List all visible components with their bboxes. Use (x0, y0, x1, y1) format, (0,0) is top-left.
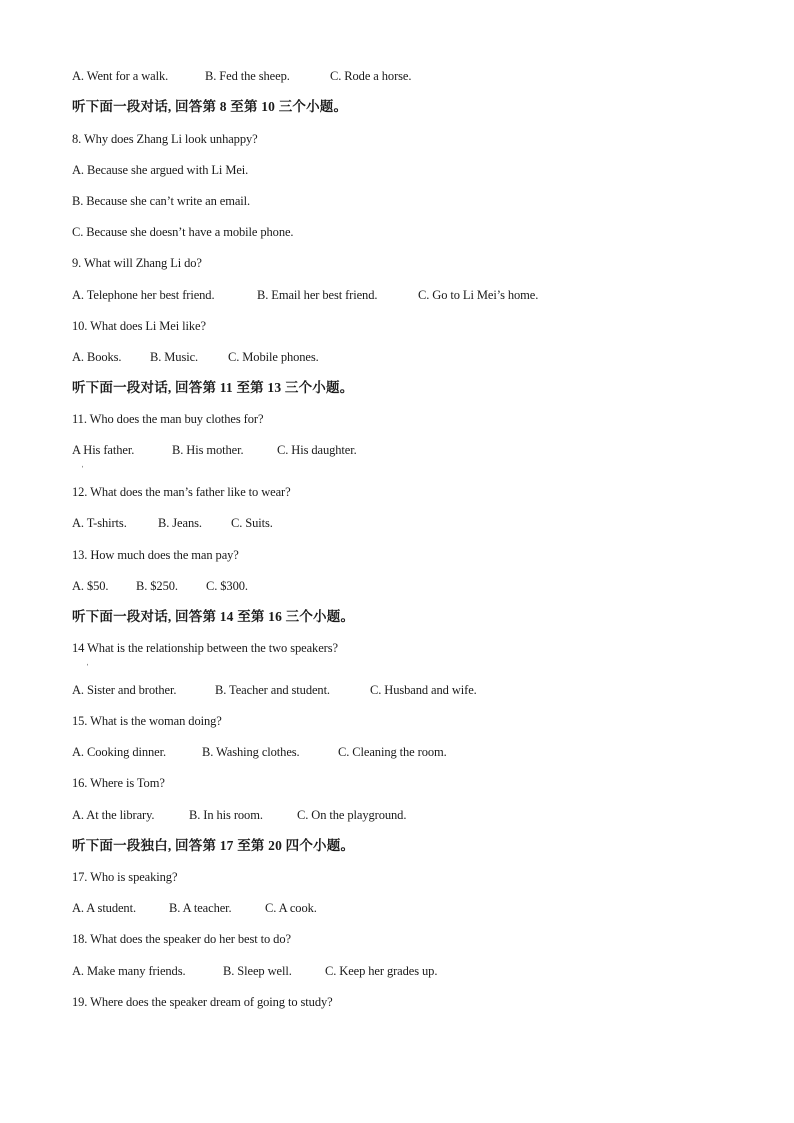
option-c: C. Mobile phones. (228, 350, 319, 364)
question-19: 19. Where does the speaker dream of going to study? (72, 995, 333, 1009)
option-c: C. Cleaning the room. (338, 745, 447, 759)
option-c: C. Go to Li Mei’s home. (418, 288, 539, 302)
option-b: B. A teacher. (169, 901, 232, 915)
option-b: B. His mother. (172, 443, 244, 457)
option-row (72, 578, 248, 594)
question-12: 12. What does the man’s father like to wear? (72, 485, 291, 499)
option-c: C. Suits. (231, 516, 273, 530)
section-header: 听下面一段独白, 回答第 17 至第 20 四个小题。 (72, 838, 355, 853)
question-11: 11. Who does the man buy clothes for? (72, 412, 264, 426)
option-b: B. Fed the sheep. (205, 69, 290, 83)
option-a: A. At the library. (72, 808, 155, 822)
option-a: A His father. (72, 443, 135, 457)
option-a: A. Telephone her best friend. (72, 288, 215, 302)
option-b: B. Washing clothes. (202, 745, 300, 759)
option-c: C. On the playground. (297, 808, 407, 822)
option-c: C. His daughter. (277, 443, 357, 457)
question-13: 13. How much does the man pay? (72, 548, 239, 562)
section-header: 听下面一段对话, 回答第 14 至第 16 三个小题。 (72, 609, 355, 624)
option-b: B. In his room. (189, 808, 263, 822)
option-b: B. Music. (150, 350, 199, 364)
option-row (72, 515, 273, 531)
option-a: A. T-shirts. (72, 516, 127, 530)
option-a: A. $50. (72, 579, 109, 593)
option-row (72, 900, 317, 916)
option-a: A. Went for a walk. (72, 69, 169, 83)
option-row (72, 807, 406, 823)
answer-8c: C. Because she doesn’t have a mobile phone. (72, 225, 294, 239)
option-row (72, 744, 447, 760)
answer-8b: B. Because she can’t write an email. (72, 194, 251, 208)
option-b: B. Email her best friend. (257, 288, 378, 302)
question-16: 16. Where is Tom? (72, 776, 165, 790)
option-b: B. Teacher and student. (215, 683, 330, 697)
section-header: 听下面一段对话, 回答第 8 至第 10 三个小题。 (72, 99, 348, 114)
question-9: 9. What will Zhang Li do? (72, 256, 202, 270)
option-b: B. $250. (136, 579, 178, 593)
option-c: C. A cook. (265, 901, 317, 915)
option-row (72, 68, 411, 84)
option-a: A. Cooking dinner. (72, 745, 167, 759)
option-c: C. Rode a horse. (330, 69, 412, 83)
option-b: B. Jeans. (158, 516, 202, 530)
question-8: 8. Why does Zhang Li look unhappy? (72, 132, 258, 146)
option-row (72, 682, 477, 698)
option-row (72, 287, 538, 303)
option-c: C. Husband and wife. (370, 683, 477, 697)
stray-mark: ˌ (86, 655, 90, 666)
option-a: A. Books. (72, 350, 122, 364)
question-15: 15. What is the woman doing? (72, 714, 222, 728)
option-a: A. Make many friends. (72, 964, 186, 978)
stray-mark: ˌ (81, 457, 85, 468)
question-17: 17. Who is speaking? (72, 870, 178, 884)
question-14: 14 What is the relationship between the two speakers? (72, 641, 338, 655)
question-18: 18. What does the speaker do her best to do? (72, 932, 291, 946)
question-10: 10. What does Li Mei like? (72, 319, 206, 333)
option-row (72, 963, 437, 979)
option-a: A. Sister and brother. (72, 683, 177, 697)
option-a: A. A student. (72, 901, 136, 915)
option-row (72, 442, 357, 458)
section-header: 听下面一段对话, 回答第 11 至第 13 三个小题。 (72, 380, 354, 395)
option-b: B. Sleep well. (223, 964, 292, 978)
option-c: C. $300. (206, 579, 248, 593)
option-row (72, 349, 319, 365)
answer-8a: A. Because she argued with Li Mei. (72, 163, 249, 177)
option-c: C. Keep her grades up. (325, 964, 438, 978)
